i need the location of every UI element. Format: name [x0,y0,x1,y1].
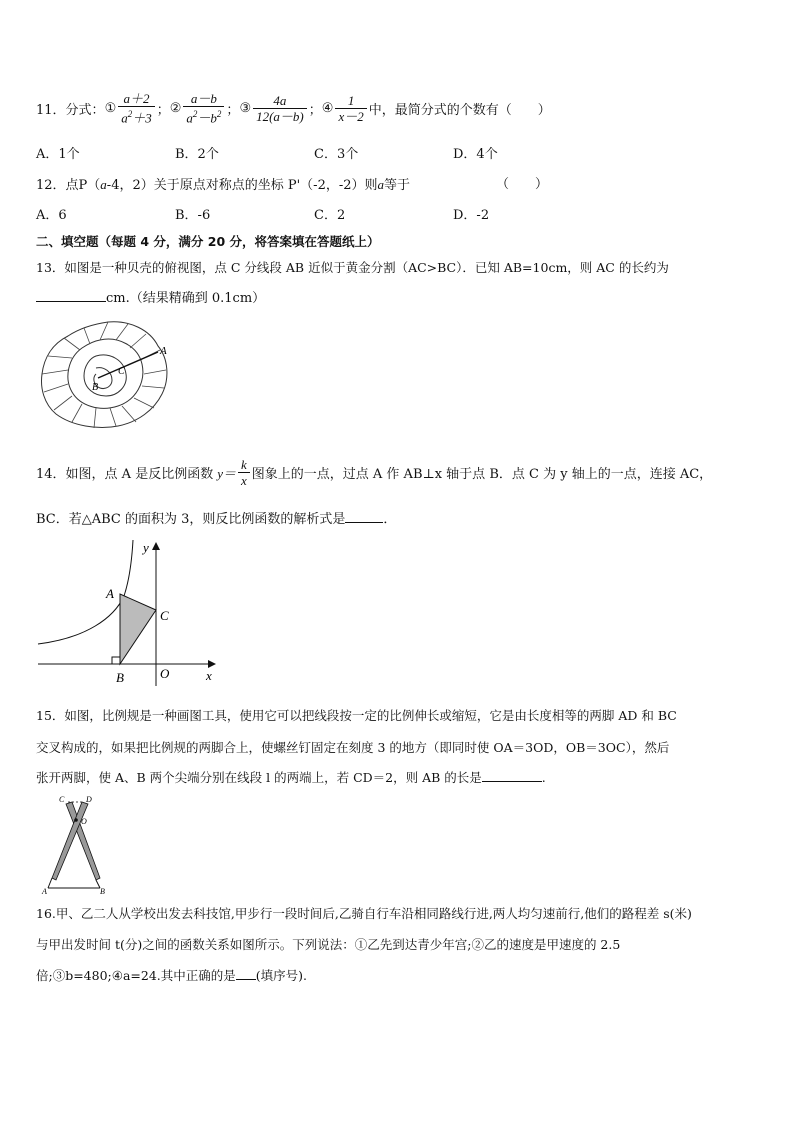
q11-number: 11． [36,102,66,118]
sep-3: ； [308,102,322,118]
mark-3: ③ [239,100,252,116]
mark-2: ② [169,100,182,116]
q15-line3-text: 张开两脚，使 A、B 两个尖端分别在线段 l 的两端上，若 CD＝2，则 AB 的长是 [36,770,482,785]
q11-option-a: A．1个 [36,147,80,162]
label-y: y [143,540,149,555]
label-b: B [116,670,124,685]
q12-text-a: 12．点P（ [36,178,101,193]
q13-answer-blank[interactable] [36,289,106,302]
mark-4: ④ [321,100,334,116]
q12-var-a: a [100,177,107,192]
q14-func-lhs: y＝ [217,465,236,481]
q15-line3 [36,768,546,788]
q11-stem [36,88,551,128]
q14-period: ． [383,512,397,527]
q15-answer-blank[interactable] [482,769,542,782]
q11-option-c: C．3个 [314,147,359,162]
fraction-2-denominator: $a^2-b^2$ [186,108,222,126]
pivot-screw [74,818,78,822]
q12-text-c: 等于 [384,178,411,193]
golden-section-line [98,352,158,378]
label-c: C [160,608,169,623]
f2-den-b: －b [197,110,217,126]
q16-line3-tail: (填序号). [255,968,308,983]
fig-label-a: A [42,887,47,896]
fraction-1-numerator: a＋2 [118,91,155,107]
fig-label-o: O [81,817,87,826]
q12-option-c: C．2 [314,208,346,223]
q12-paren: （ ） [496,177,549,192]
q14-fraction-denominator: x [240,472,247,488]
fraction-4 [335,93,366,124]
mark-1: ① [104,100,117,116]
q15-figure [40,792,116,896]
q11-option-b: B．2个 [175,147,219,162]
q13-line2 [36,289,265,309]
sep-1: ； [156,102,170,118]
shell-label-c: C [118,366,125,377]
q16-line2: 与甲出发时间 t(分)之间的函数关系如图所示。下列说法：①乙先到达青少年宫;②乙的速度是甲速度的 2.5 [36,937,621,952]
fraction-3-numerator: 4a [253,93,307,109]
fraction-2-numerator: a－b [183,91,224,107]
q15-line1: 15．如图，比例规是一种画图工具，使用它可以把线段按一定的比例伸长或缩短，它是由长度相等的两脚 AD 和 BC [36,708,677,723]
q11-option-d: D．4个 [453,147,498,162]
q16-line3-text: 倍;③b=480;④a=24.其中正确的是 [36,968,236,983]
q13-line1: 13．如图是一种贝壳的俯视图，点 C 分线段 AB 近似于黄金分割（AC>BC）．已知 AB=10cm，则 AC 的长约为 [36,260,669,275]
q15-period: . [541,770,546,785]
q14-text-a: 14．如图，点 A 是反比例函数 [36,466,214,482]
q15-line2: 交叉构成的，如果把比例规的两脚合上，使螺丝钉固定在刻度 3 的地方（即同时使 OA＝3OD，OB＝3OC），然后 [36,740,670,755]
hyperbola-curve [38,540,133,644]
f2-den-a: a [186,110,193,126]
q14-fraction [238,457,250,488]
f1-den-b: ＋3 [132,110,152,126]
q11-tail: 中，最简分式的个数有（ ） [368,102,551,118]
q12-text-b: -4，2）关于原点对称点的坐标 P'（-2，-2）则 [106,178,378,193]
q14-line2-text: BC．若△ABC 的面积为 3，则反比例函数的解析式是 [36,512,346,527]
q12-option-b: B．-6 [175,208,211,223]
q12-var-a2: a [377,177,385,192]
q12-stem [36,175,410,196]
q14-line2 [36,510,396,530]
q14-stem [36,452,712,492]
fraction-4-numerator: 1 [335,93,366,109]
sep-2: ； [226,102,240,118]
triangle-abc [120,594,156,664]
label-x: x [206,668,212,683]
q14-text-b: 图象上的一点，过点 A 作 AB⊥x 轴于点 B．点 C 为 y 轴上的一点，连接 AC， [251,466,713,482]
fig-label-d: D [86,795,92,804]
q14-fraction-numerator: k [238,457,250,473]
fraction-2 [183,91,224,125]
q14-answer-blank[interactable] [345,510,383,523]
q11-lead: 分式： [65,102,105,118]
fraction-3-denominator: 12(a－b) [256,108,304,124]
f1-den-a: a [121,110,128,126]
right-angle-mark [112,657,120,664]
q14-graph [36,538,222,688]
shell-label-b: B [92,382,99,393]
section-heading: 二、填空题（每题 4 分，满分 20 分，将答案填在答题纸上） [36,234,380,249]
fig-label-b: B [100,887,105,896]
q13-line2-text: cm.（结果精确到 0.1cm） [106,291,266,306]
q12-option-a: A．6 [36,208,67,223]
shell-label-a: A [160,345,167,357]
q16-answer-blank[interactable] [236,967,256,980]
q16-line3 [36,966,307,986]
fig-label-c: C [59,795,65,804]
q12-option-d: D．-2 [453,208,490,223]
fraction-4-denominator: x－2 [338,108,364,124]
fraction-3 [253,93,307,124]
label-a: A [106,586,114,601]
q16-line1: 16.甲、乙二人从学校出发去科技馆,甲步行一段时间后,乙骑自行车沿相同路线行进,两人均匀速前行,他们的路程差 s(米) [36,906,692,921]
shell-figure [38,318,174,430]
label-o: O [160,666,170,681]
fraction-1-denominator: $a^2+3$ [121,108,152,126]
fraction-1 [118,91,155,125]
